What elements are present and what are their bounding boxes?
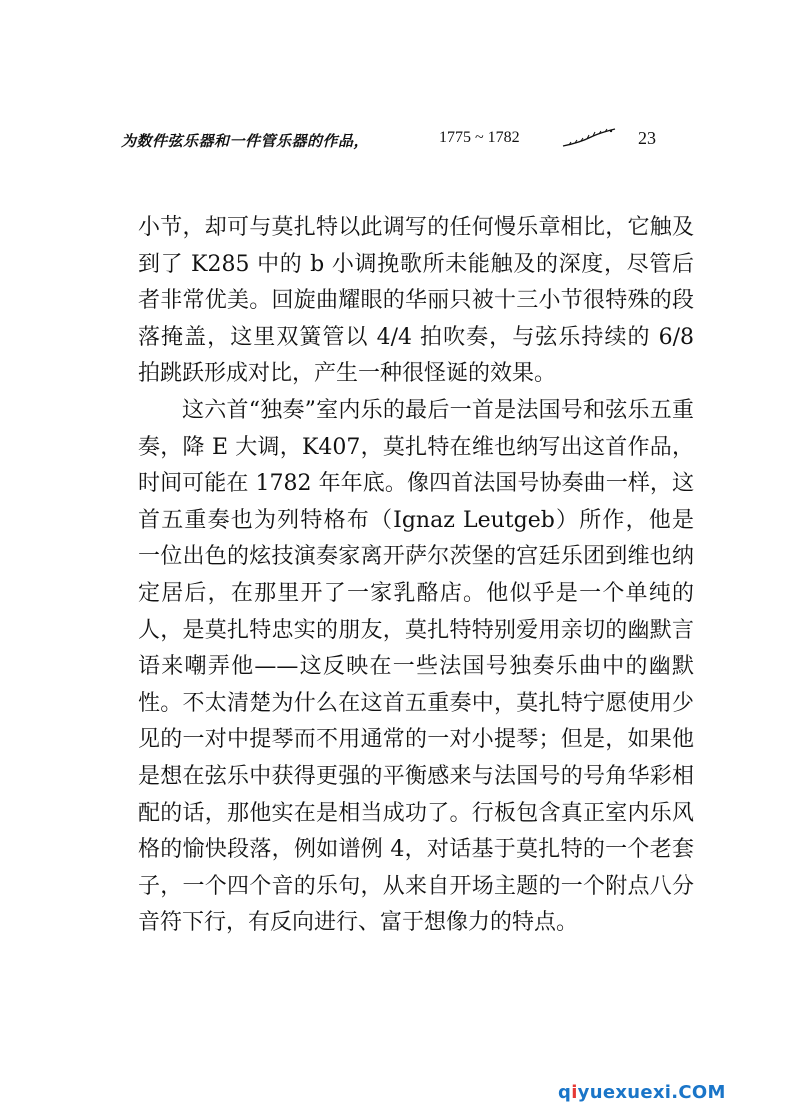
running-header [121,128,681,158]
watermark-i: i [571,1082,578,1103]
body-text [138,210,694,942]
page-number: 23 [638,128,656,148]
watermark-rest: yuexuexi.COM [577,1082,726,1103]
paragraph-1: 小节，却可与莫扎特以此调写的任何慢乐章相比，它触及到了 K285 中的 b 小调挽歌所未能触及的深度，尽管后者非常优美。回旋曲耀眼的华丽只被十三小节很特殊的段落掩盖，这里双簧管以 4/4 拍吹奏，与弦乐持续的 6/8 拍跳跃形成对比，产生一种很怪诞的效果。 [138,215,694,387]
paragraph-2: 这六首“独奏”室内乐的最后一首是法国号和弦乐五重奏，降 E 大调，K407，莫扎特在维也纳写出这首作品，时间可能在 1782 年年底。像四首法国号协奏曲一样，这首五重奏也为列特格布（Ignaz Leutgeb）所作，他是一位出色的炫技演奏家离开萨尔茨堡的宫廷乐团到维也纳定居后，在那里开了一家乳酪店。他似乎是一个单纯的人，是莫扎特忠实的朋友，莫扎特特别爱用亲切的幽默言语来嘲弄他——这反映在一些法国号独奏乐曲中的幽默性。不太清楚为什么在这首五重奏中，莫扎特宁愿使用少见的一对中提琴而不用通常的一对小提琴；但是，如果他是想在弦乐中获得更强的平衡感来与法国号的号角华彩相配的话，那他实在是相当成功了。行板包含真正室内乐风格的愉快段落，例如谱例 4，对话基于莫扎特的一个老套子，一个四个音的乐句，从来自开场主题的一个附点八分音符下行，有反向进行、富于想像力的特点。 [138,397,694,936]
running-header-title: 为数件弦乐器和一件管乐器的作品， [121,132,370,150]
site-watermark [558,1082,726,1103]
flourish-ornament-icon [561,128,617,150]
running-header-years: 1775 ~ 1782 [439,129,520,146]
watermark-q: q [558,1082,572,1103]
